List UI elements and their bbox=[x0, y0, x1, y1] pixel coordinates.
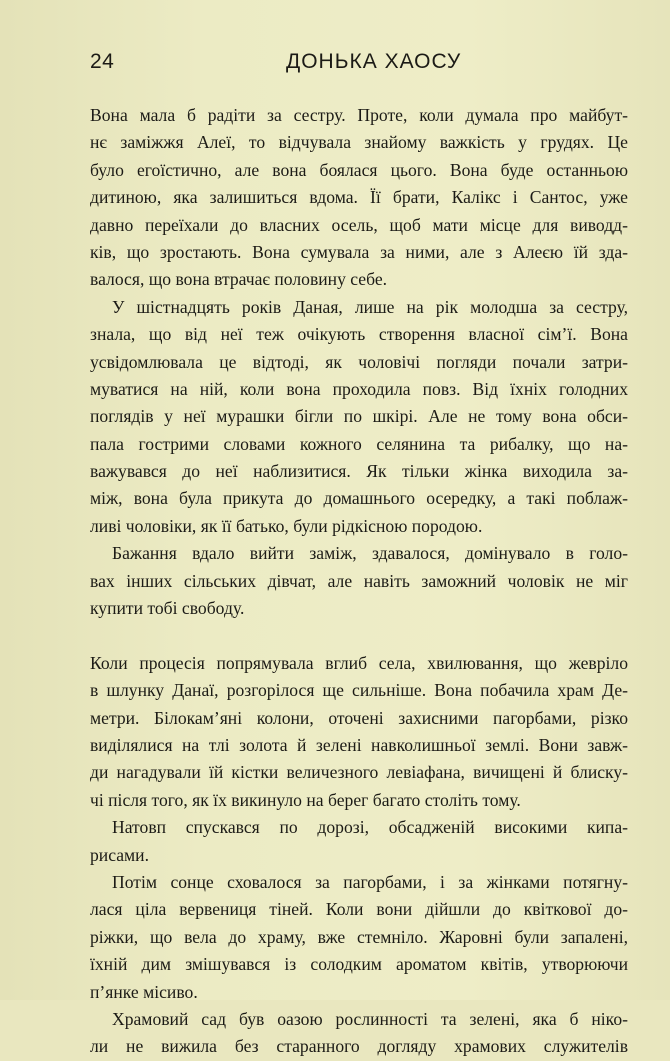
text-line: Храмовий сад був оазою рослинності та зелені, яка б ніко- bbox=[112, 1008, 628, 1029]
page-header bbox=[90, 50, 626, 80]
text-line: вах інших сільських дівчат, але навіть заможний чоловік не міг bbox=[90, 570, 628, 591]
text-line: було егоїстично, але вона боялася цього. Вона буде останньою bbox=[90, 159, 628, 180]
text-line: дитиною, яка залишиться вдома. Її брати, Калікс і Сантос, уже bbox=[90, 187, 628, 208]
text-line: муватися на ній, коли вона проходила повз. Від їхніх голодних bbox=[90, 378, 628, 399]
text-line: усвідомлювала це відтоді, як чоловічі погляди почали затри- bbox=[90, 351, 628, 372]
text-line: У шістнадцять років Даная, лише на рік молодша за сестру, bbox=[112, 296, 628, 317]
text-line: валося, що вона втрачає половину себе. bbox=[90, 269, 388, 290]
paragraph bbox=[90, 650, 628, 814]
text-line: ків, що зростають. Вона сумувала за ними, але з Алеєю їй зда- bbox=[90, 241, 628, 262]
text-line: лася ціла вервениця тіней. Коли вони дійшли до квіткової до- bbox=[90, 899, 628, 920]
text-line: в шлунку Данаї, розгорілося ще сильніше. Вона побачила храм Де- bbox=[90, 680, 628, 701]
text-line: ливі чоловіки, як її батько, були рідкісною породою. bbox=[90, 515, 483, 536]
text-line: Потім сонце сховалося за пагорбами, і за жінками потягну- bbox=[112, 871, 628, 892]
text-line: Вона мала б радіти за сестру. Проте, коли думала про майбут- bbox=[90, 105, 628, 125]
body-text bbox=[90, 102, 628, 1061]
paragraph bbox=[90, 814, 628, 869]
text-line: ди нагадували їй кістки величезного левіафана, вичищені й блиску- bbox=[90, 762, 628, 783]
text-line: знала, що від неї теж очікують створення власної сім’ї. Вона bbox=[90, 324, 628, 345]
text-line: виділялися на тлі золота й зелені навколишньої землі. Вони завж- bbox=[90, 734, 628, 755]
running-title: ДОНЬКА ХАОСУ bbox=[286, 50, 462, 73]
section-break bbox=[90, 622, 628, 649]
text-line: важувався до неї наблизитися. Як тільки жінка виходила за- bbox=[90, 461, 628, 482]
text-line: метри. Білокам’яні колони, оточені захисними пагорбами, різко bbox=[90, 707, 628, 728]
text-line: їхній дим змішувався із солодким ароматом квітів, утворюючи bbox=[90, 954, 628, 975]
text-line: нє заміжжя Алеї, то відчувала знайому важкість у грудях. Це bbox=[90, 132, 628, 153]
text-line: рисами. bbox=[90, 844, 149, 865]
text-line: поглядів у неї мурашки бігли по шкірі. Але не тому вона обси- bbox=[90, 406, 628, 427]
text-line: пала гострими словами кожного селянина та рибалку, що на- bbox=[90, 433, 628, 454]
text-line: Коли процесія попрямувала вглиб села, хвилювання, що жевріло bbox=[90, 652, 628, 673]
text-line: ріжки, що вела до храму, вже стемніло. Жаровні були запалені, bbox=[90, 926, 628, 947]
paragraph bbox=[90, 540, 628, 622]
text-line: чі після того, як їх викинуло на берег багато століть тому. bbox=[90, 789, 521, 810]
page-number: 24 bbox=[90, 50, 115, 73]
paragraph bbox=[90, 1006, 628, 1061]
text-line: між, вона була прикута до домашнього осередку, а такі поблаж- bbox=[90, 488, 628, 509]
text-line: Натовп спускався по дорозі, обсадженій високими кипа- bbox=[112, 817, 628, 838]
paragraph bbox=[90, 102, 628, 294]
text-line: ли не вижила без старанного догляду храмових служителів bbox=[90, 1036, 628, 1057]
paragraph bbox=[90, 294, 628, 541]
text-line: давно переїхали до власних осель, щоб мати місце для виводд- bbox=[90, 214, 628, 235]
text-line: п’янке місиво. bbox=[90, 981, 198, 1002]
paragraph bbox=[90, 869, 628, 1006]
text-line: Бажання вдало вийти заміж, здавалося, домінувало в голо- bbox=[112, 543, 628, 564]
text-line: купити тобі свободу. bbox=[90, 598, 245, 619]
